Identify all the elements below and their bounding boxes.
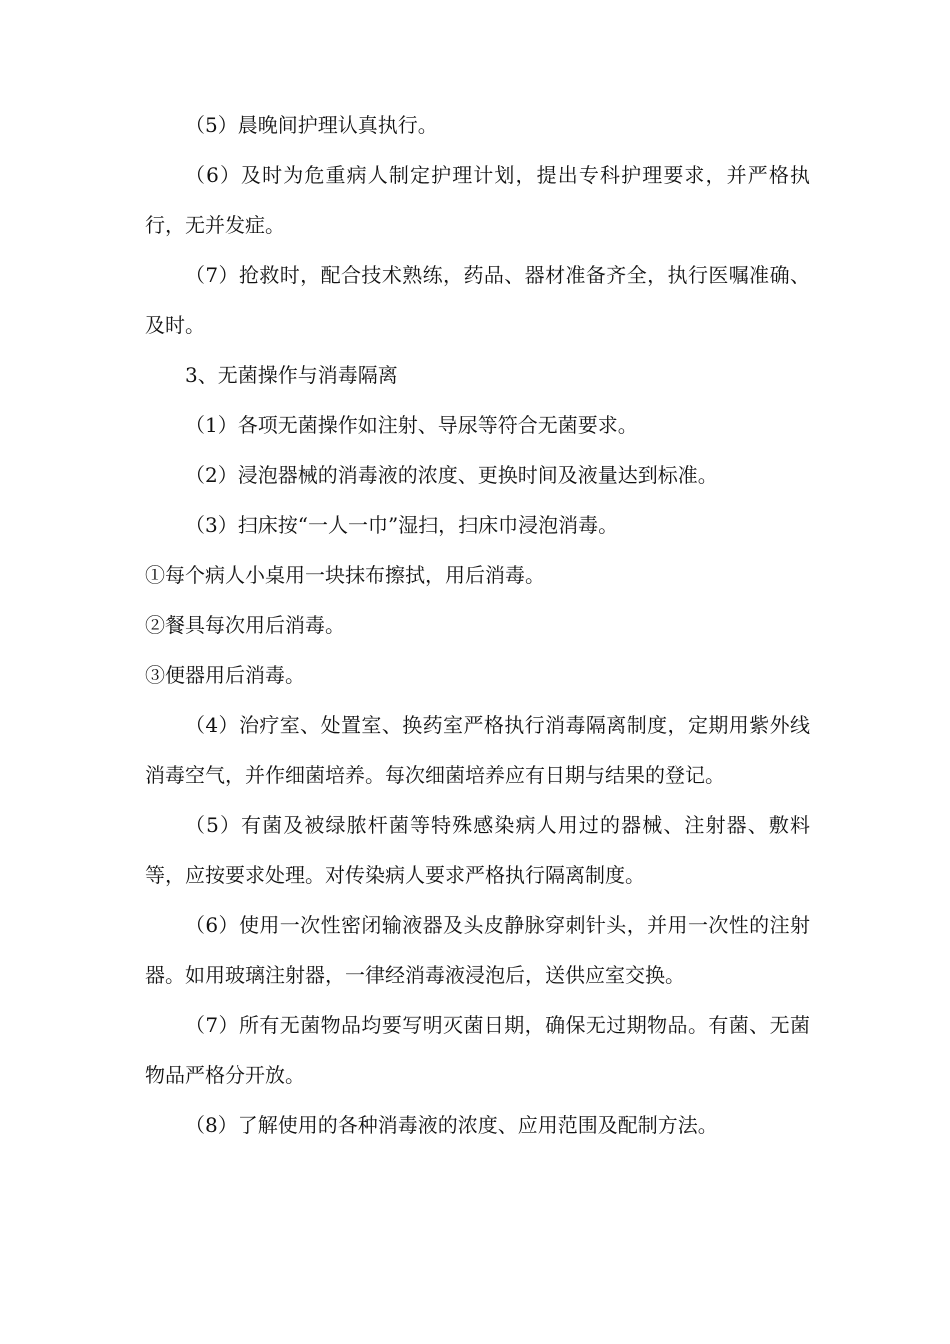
- paragraph-morning-evening-care: （5）晨晚间护理认真执行。: [185, 113, 438, 137]
- paragraph-disinfectant-standard: （2）浸泡器械的消毒液的浓度、更换时间及液量达到标准。: [185, 463, 718, 487]
- paragraph-disposable-devices: （6）使用一次性密闭输液器及头皮静脉穿刺针头，并用一次性的注射器。如用玻璃注射器，一律经消毒液浸泡后，送供应室交换。: [145, 913, 810, 987]
- paragraph-bed-sweeping: （3）扫床按“一人一巾”湿扫，扫床巾浸泡消毒。: [185, 513, 619, 537]
- paragraph-disinfectant-knowledge: （8）了解使用的各种消毒液的浓度、应用范围及配制方法。: [185, 1113, 718, 1137]
- document-body: [145, 100, 810, 1150]
- paragraph-tableware: ②餐具每次用后消毒。: [145, 613, 345, 637]
- paragraph-aseptic-operations: （1）各项无菌操作如注射、导尿等符合无菌要求。: [185, 413, 638, 437]
- paragraph-rescue: （7）抢救时，配合技术熟练，药品、器材准备齐全，执行医嘱准确、及时。: [145, 263, 810, 337]
- paragraph-table-cloth: ①每个病人小桌用一块抹布擦拭，用后消毒。: [145, 563, 545, 587]
- section-heading-aseptic: 3、无菌操作与消毒隔离: [185, 363, 398, 387]
- paragraph-sterile-items: （7）所有无菌物品均要写明灭菌日期，确保无过期物品。有菌、无菌物品严格分开放。: [145, 1013, 810, 1087]
- paragraph-critical-care-plan: （6）及时为危重病人制定护理计划，提出专科护理要求，并严格执行，无并发症。: [145, 163, 810, 237]
- paragraph-treatment-room: （4）治疗室、处置室、换药室严格执行消毒隔离制度，定期用紫外线消毒空气，并作细菌培养。每次细菌培养应有日期与结果的登记。: [145, 713, 810, 787]
- paragraph-special-infection: （5）有菌及被绿脓杆菌等特殊感染病人用过的器械、注射器、敷料等，应按要求处理。对传染病人要求严格执行隔离制度。: [145, 813, 810, 887]
- paragraph-bedpan: ③便器用后消毒。: [145, 663, 305, 687]
